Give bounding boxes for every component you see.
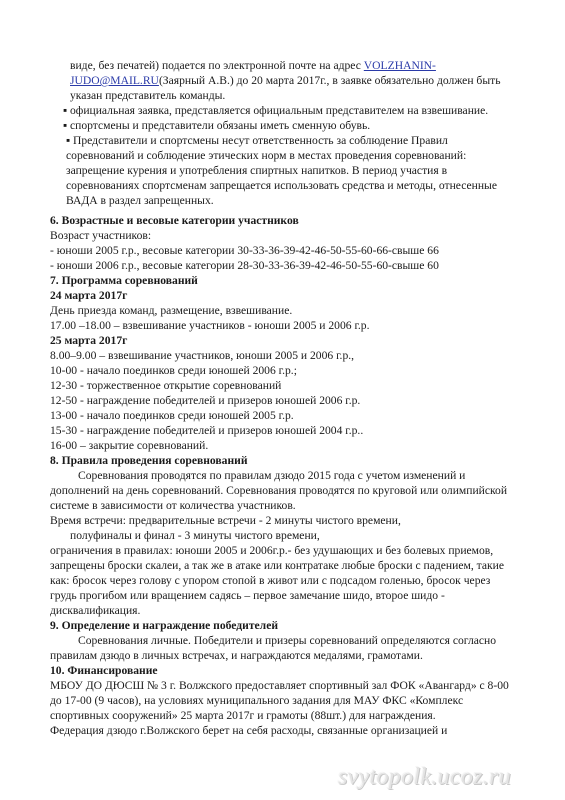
section-7-date-2: 25 марта 2017г (50, 334, 128, 347)
section-8-line-1: Соревнования проводятся по правилам дзюдо 2015 года с учетом изменений и (78, 469, 466, 482)
section-8-heading: 8. Правила проведения соревнований (50, 454, 248, 467)
section-8-line-8: как: бросок через голову с упором стопой в живот или с подсадом голенью, бросок через (50, 574, 491, 587)
site-watermark: svytopolk.ucoz.ru (338, 764, 512, 790)
intro-line-2 (70, 74, 500, 88)
intro-line-1-text: виде, без печатей) подается по электронной почте на адрес (70, 59, 364, 72)
section-8-line-7: запрещены броски скалеи, а так же в атаке или контратаке любые броски с падением, такие (50, 559, 504, 572)
section-8-line-4: Время встречи: предварительные встречи - 2 минуты чистого времени, (50, 514, 401, 527)
bullet-official-application: ▪ официальная заявка, представляется официальным представителем на взвешивание. (63, 104, 489, 117)
section-7-line-2: 17.00 –18.00 – взвешивание участников - юноши 2005 и 2006 г.р. (50, 319, 370, 332)
bullet-responsibility-line-3: запрещение курения и употребления спиртных напитков. В период участия в (66, 164, 448, 177)
bullet-responsibility-line-5: ВАДА в раздел запрещенных. (66, 194, 214, 207)
section-10-line-1: МБОУ ДО ДЮСШ № 3 г. Волжского предоставляет спортивный зал ФОК «Авангард» с 8-00 (50, 679, 509, 692)
email-link-part2[interactable]: JUDO@MAIL.RU (70, 74, 159, 87)
section-9-heading: 9. Определение и награждение победителей (50, 619, 279, 632)
section-10-line-2: до 17-00 (9 часов), на условиях муниципального задания для МАУ ФКС «Комплекс (50, 694, 464, 707)
section-6-heading: 6. Возрастные и весовые категории участников (50, 214, 299, 227)
section-7-line-1: День приезда команд, размещение, взвешивание. (50, 304, 293, 317)
section-7-line-3: 8.00–9.00 – взвешивание участников, юноши 2005 и 2006 г.р., (50, 349, 355, 362)
section-6-line-3: - юноши 2006 г.р., весовые категории 28-30-33-36-39-42-46-50-55-60-свыше 60 (50, 259, 439, 272)
bullet-responsibility-line-2: соревнований и соблюдение этических норм в местах проведения соревнований: (66, 149, 467, 162)
section-8-line-2: дополнений на день соревнований. Соревнования проводятся по круговой или олимпийской (50, 484, 508, 497)
section-7-line-4: 10-00 - начало поединков среди юношей 2006 г.р.; (50, 364, 297, 377)
section-7-line-7: 13-00 - начало поединков среди юношей 2005 г.р. (50, 409, 294, 422)
section-9-line-2: правилам дзюдо в личных встречах, и награждаются медалями, грамотами. (50, 649, 423, 662)
section-7-line-9: 16-00 – закрытие соревнований. (50, 439, 209, 452)
section-6-line-1: Возраст участников: (50, 229, 152, 242)
intro-line-2-text: (Заярный А.В.) до 20 марта 2017г., в заявке обязательно должен быть (158, 74, 501, 87)
section-8-line-5: полуфиналы и финал - 3 минуты чистого времени, (70, 529, 320, 542)
section-8-line-6: ограничения в правилах: юноши 2005 и 2006г.р.- без удушающих и без болевых приемов, (50, 544, 494, 557)
section-10-heading: 10. Финансирование (50, 664, 158, 677)
section-7-date-1: 24 марта 2017г (50, 289, 128, 302)
bullet-responsibility-line-1: ▪ Представители и спортсмены несут ответственность за соблюдение Правил (66, 134, 448, 147)
bullet-replacement-shoes: ▪ спортсмены и представители обязаны иметь сменную обувь. (63, 119, 371, 132)
bullet-responsibility-line-4: соревнованиях спортсменам запрещается использовать средства и методы, отнесенные (66, 179, 497, 192)
section-9-line-1: Соревнования личные. Победители и призеры соревнований определяются согласно (78, 634, 497, 647)
section-7-heading: 7. Программа соревнований (50, 274, 198, 287)
section-7-line-6: 12-50 - награждение победителей и призеров юношей 2006 г.р. (50, 394, 361, 407)
intro-line-1 (70, 59, 436, 73)
section-8-line-10: дисквалификация. (50, 604, 141, 617)
intro-line-3: указан представитель команды. (70, 89, 226, 102)
email-link-part1[interactable]: VOLZHANIN- (363, 59, 436, 72)
section-10-line-4: Федерация дзюдо г.Волжского берет на себя расходы, связанные организацией и (50, 724, 448, 737)
section-8-line-3: системе в зависимости от количества участников. (50, 499, 296, 512)
section-8-line-9: грудь прогибом или вращением садясь – первое замечание шидо, второе шидо - (50, 589, 445, 602)
section-7-line-8: 15-30 - награждение победителей и призеров юношей 2004 г.р.. (50, 424, 364, 437)
section-6-line-2: - юноши 2005 г.р., весовые категории 30-33-36-39-42-46-50-55-60-66-свыше 66 (50, 244, 439, 257)
section-7-line-5: 12-30 - торжественное открытие соревнований (50, 379, 282, 392)
section-10-line-3: спортивных сооружений» 25 марта 2017г и грамоты (88шт.) для награждения. (50, 709, 436, 722)
